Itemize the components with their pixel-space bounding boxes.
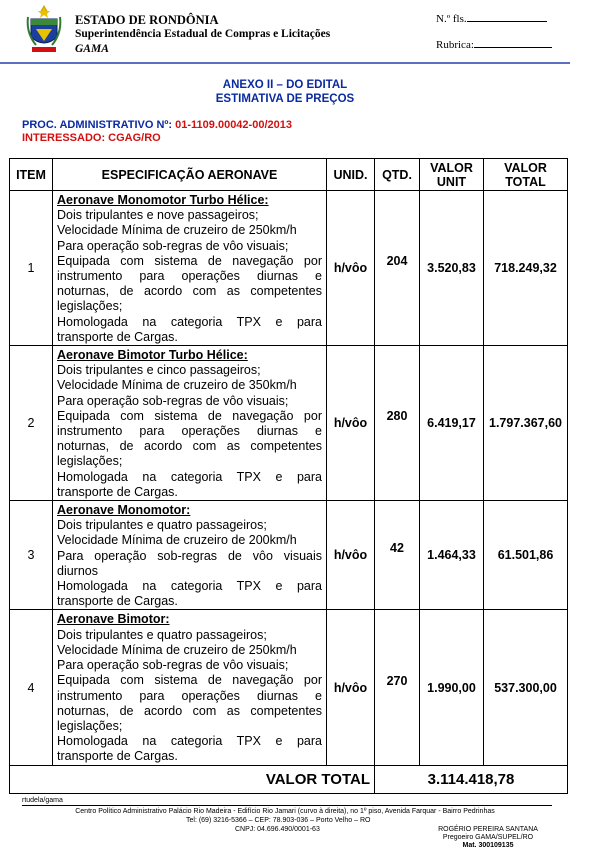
folio-label: N.º fls. bbox=[436, 13, 467, 25]
spec-line: Velocidade Mínima de cruzeiro de 350km/h bbox=[57, 378, 297, 393]
total-value: 61.501,86 bbox=[484, 501, 568, 610]
table-header-row bbox=[10, 159, 568, 191]
spec-line: Para operação sob-regras de vôo visuais; bbox=[57, 393, 289, 408]
col-header-total-value: VALOR TOTAL bbox=[484, 159, 568, 191]
header-divider bbox=[0, 62, 570, 64]
table-row bbox=[10, 191, 568, 346]
spec-line: Dois tripulantes e nove passageiros; bbox=[57, 208, 259, 223]
quantity: 42 bbox=[375, 501, 420, 610]
total-value: 718.249,32 bbox=[484, 191, 568, 346]
unit-value: 1.464,33 bbox=[420, 501, 484, 610]
footer-phone: Tel: (69) 3216-5366 – CEP: 78.903-036 – Porto Velho – RO bbox=[186, 817, 371, 824]
aircraft-title: Aeronave Bimotor: bbox=[57, 612, 170, 627]
unit-value: 6.419,17 bbox=[420, 346, 484, 501]
table-total-row bbox=[10, 765, 568, 793]
unit-of-measure: h/vôo bbox=[327, 501, 375, 610]
signer-registration: Mat. 300109135 bbox=[462, 842, 514, 849]
interessado-line: INTERESSADO: CGAG/RO bbox=[22, 132, 161, 144]
spec-line: Velocidade Mínima de cruzeiro de 250km/h bbox=[57, 642, 297, 657]
rubrica-field bbox=[436, 37, 552, 51]
spec-line: Para operação sob-regras de vôo visuais; bbox=[57, 658, 289, 673]
col-header-qtd: QTD. bbox=[375, 159, 420, 191]
col-header-unit-value: VALOR UNIT bbox=[420, 159, 484, 191]
unit-value: 1.990,00 bbox=[420, 610, 484, 765]
quantity: 280 bbox=[375, 346, 420, 501]
state-coat-of-arms-icon bbox=[26, 3, 62, 55]
total-label: VALOR TOTAL bbox=[53, 765, 375, 793]
spec-line: Homologada na categoria TPX e para transporte de Cargas. bbox=[57, 734, 322, 764]
spec-line: Equipada com sistema de navegação por instrumento para operações diurnas e noturnas, de acordo com as competentes legislações; bbox=[57, 253, 322, 314]
total-spacer bbox=[10, 765, 53, 793]
aircraft-spec bbox=[53, 501, 327, 610]
process-line bbox=[22, 119, 292, 131]
state-name: ESTADO DE RONDÔNIA bbox=[75, 13, 219, 27]
aircraft-spec bbox=[53, 346, 327, 501]
table-row bbox=[10, 346, 568, 501]
rubrica-label: Rubrica: bbox=[436, 39, 474, 51]
col-header-item: ITEM bbox=[10, 159, 53, 191]
unit-value: 3.520,83 bbox=[420, 191, 484, 346]
aircraft-title: Aeronave Bimotor Turbo Hélice: bbox=[57, 348, 248, 363]
rubrica-blank bbox=[474, 37, 552, 48]
aircraft-title: Aeronave Monomotor Turbo Hélice: bbox=[57, 193, 269, 207]
folio-blank bbox=[467, 11, 547, 22]
footer-address: Centro Político Administrativo Palácio Rio Madeira - Edifício Rio Jamari (curvo à direita), no 1º piso, Avenida Farquar - Bairro Pedrinhas bbox=[75, 808, 495, 815]
unit-of-measure: h/vôo bbox=[327, 191, 375, 346]
annex-subtitle: ESTIMATIVA DE PREÇOS bbox=[215, 93, 355, 105]
grand-total-value: 3.114.418,78 bbox=[375, 765, 568, 793]
process-label: PROC. ADMINISTRATIVO Nº: bbox=[22, 119, 173, 131]
aircraft-spec bbox=[53, 610, 327, 765]
annex-title: ANEXO II – DO EDITAL bbox=[222, 79, 348, 91]
spec-line: Equipada com sistema de navegação por instrumento para operações diurnas e noturnas, de acordo com as competentes legislações; bbox=[57, 673, 322, 733]
item-number: 1 bbox=[10, 191, 53, 346]
agency-name: Superintendência Estadual de Compras e Licitações bbox=[75, 28, 331, 40]
col-header-unid: UNID. bbox=[327, 159, 375, 191]
signer-role: Pregoeiro GAMA/SUPEL/RO bbox=[442, 834, 534, 841]
price-estimate-table bbox=[9, 158, 568, 794]
total-value: 537.300,00 bbox=[484, 610, 568, 765]
col-header-spec: ESPECIFICAÇÃO AERONAVE bbox=[53, 159, 327, 191]
footer-cnpj: CNPJ: 04.696.490/0001-63 bbox=[235, 826, 320, 833]
spec-line: Equipada com sistema de navegação por instrumento para operações diurnas e noturnas, de acordo com as competentes legislações; bbox=[57, 408, 322, 469]
spec-line: Homologada na categoria TPX e para transporte de Cargas. bbox=[57, 579, 322, 609]
unit-name: GAMA bbox=[75, 43, 109, 55]
spec-line: Velocidade Mínima de cruzeiro de 200km/h bbox=[57, 533, 297, 548]
item-number: 4 bbox=[10, 610, 53, 765]
item-number: 3 bbox=[10, 501, 53, 610]
folio-field bbox=[436, 11, 547, 25]
spec-line: Homologada na categoria TPX e para transporte de Cargas. bbox=[57, 469, 322, 499]
quantity: 270 bbox=[375, 610, 420, 765]
table-row bbox=[10, 610, 568, 765]
process-number: 01-1109.00042-00/2013 bbox=[175, 119, 292, 131]
unit-of-measure: h/vôo bbox=[327, 610, 375, 765]
signer-name: ROGÉRIO PEREIRA SANTANA bbox=[438, 826, 538, 833]
spec-line: Dois tripulantes e cinco passageiros; bbox=[57, 363, 261, 378]
spec-line: Para operação sob-regras de vôo visuais; bbox=[57, 238, 289, 253]
footer-divider bbox=[22, 805, 552, 806]
spec-line: Homologada na categoria TPX e para transporte de Cargas. bbox=[57, 314, 322, 344]
aircraft-title: Aeronave Monomotor: bbox=[57, 503, 191, 518]
table-row bbox=[10, 501, 568, 610]
item-number: 2 bbox=[10, 346, 53, 501]
spec-line: Velocidade Mínima de cruzeiro de 250km/h bbox=[57, 223, 297, 238]
quantity: 204 bbox=[375, 191, 420, 346]
author-reference: rtudela/gama bbox=[22, 797, 63, 804]
spec-line: Dois tripulantes e quatro passageiros; bbox=[57, 627, 267, 642]
spec-line: Dois tripulantes e quatro passageiros; bbox=[57, 518, 267, 533]
total-value: 1.797.367,60 bbox=[484, 346, 568, 501]
spec-line: Para operação sob-regras de vôo visuais diurnos bbox=[57, 548, 322, 578]
aircraft-spec bbox=[53, 191, 327, 346]
unit-of-measure: h/vôo bbox=[327, 346, 375, 501]
